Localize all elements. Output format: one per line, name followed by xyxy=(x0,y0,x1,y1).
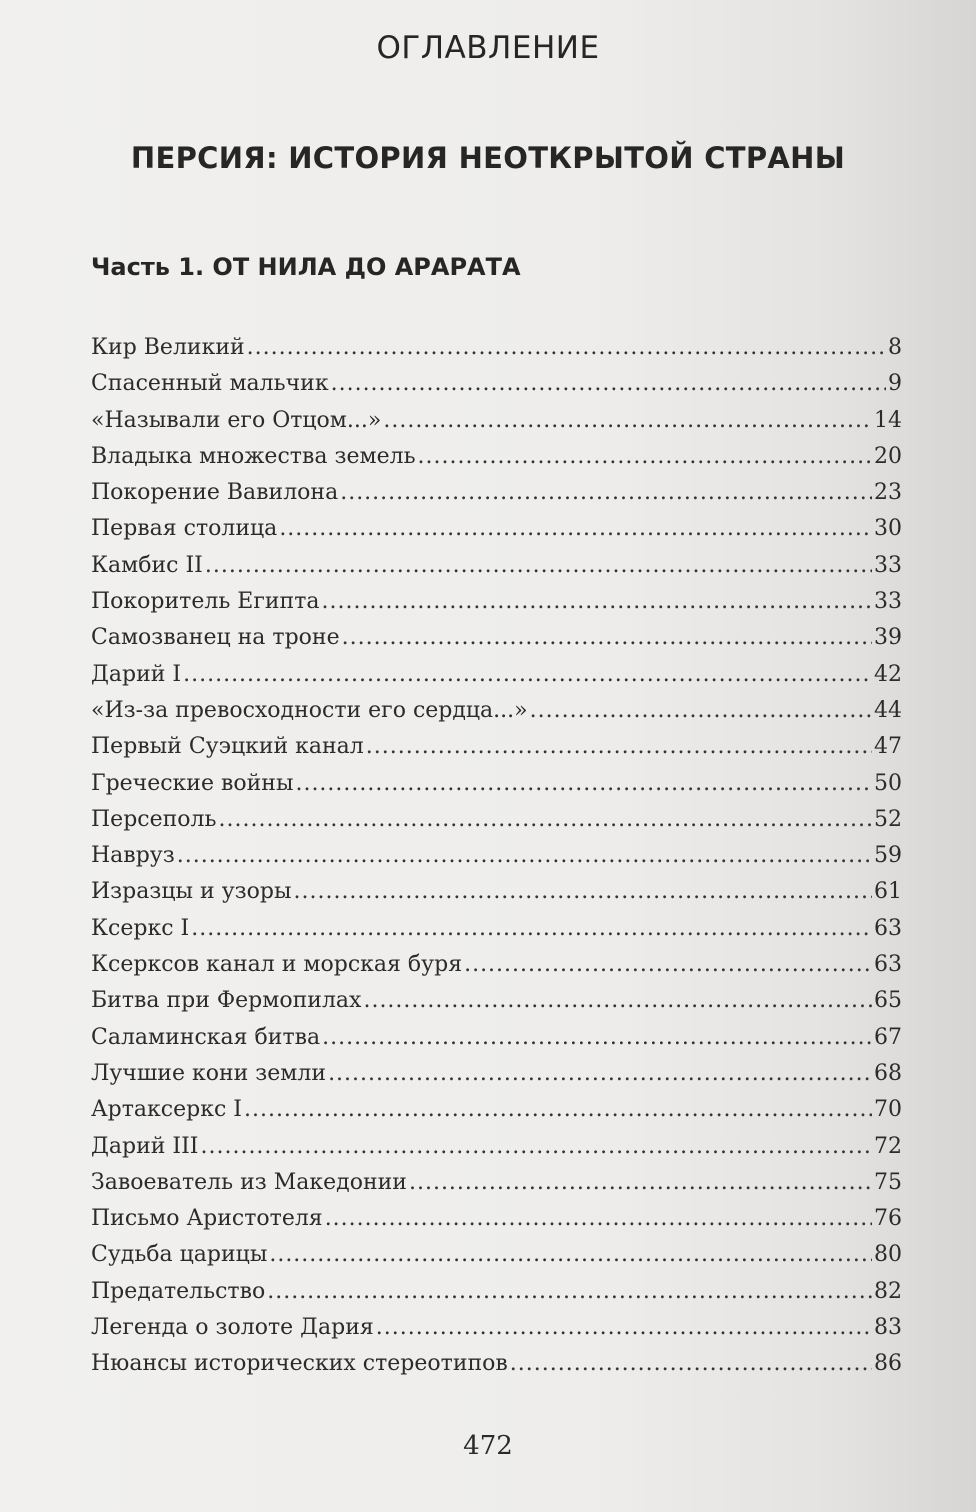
dot-leader xyxy=(295,766,872,802)
toc-entry-page: 33 xyxy=(874,589,902,615)
toc-entry-page: 72 xyxy=(874,1133,902,1159)
toc-entry-page: 82 xyxy=(874,1278,902,1304)
toc-entry-page: 20 xyxy=(874,443,902,469)
toc-entry-page: 70 xyxy=(874,1097,902,1123)
toc-entry xyxy=(91,1020,902,1056)
toc-entry-title: Завоеватель из Македонии xyxy=(91,1169,407,1195)
toc-entry-title: «Называли его Отцом...» xyxy=(91,407,382,433)
toc-entry xyxy=(91,911,902,947)
toc-entry xyxy=(91,1201,902,1237)
toc-entry xyxy=(91,330,902,366)
toc-entry-title: Владыка множества земель xyxy=(91,443,416,469)
dot-leader xyxy=(363,983,872,1019)
toc-entry-page: 67 xyxy=(874,1024,902,1050)
toc-entry-page: 80 xyxy=(874,1242,902,1268)
dot-leader xyxy=(331,366,886,402)
toc-title: ОГЛАВЛЕНИЕ xyxy=(376,30,600,66)
toc-entry-title: Навруз xyxy=(91,843,175,869)
dot-leader xyxy=(418,439,872,475)
dot-leader xyxy=(376,1310,872,1346)
toc-entry-title: Кир Великий xyxy=(91,335,245,360)
toc-entry xyxy=(91,620,902,656)
dot-leader xyxy=(366,729,872,765)
dot-leader xyxy=(219,802,873,838)
toc-entry xyxy=(91,693,902,729)
toc-entry-title: Спасенный мальчик xyxy=(91,371,329,397)
toc-entry-page: 30 xyxy=(874,516,902,542)
toc-entry xyxy=(91,1056,902,1092)
toc-entry-page: 63 xyxy=(874,915,902,941)
toc-entry-title: Самозванец на троне xyxy=(91,625,340,651)
toc-entry-page: 75 xyxy=(874,1169,902,1195)
toc-list xyxy=(91,330,902,1383)
toc-entry-title: Судьба царицы xyxy=(91,1242,268,1268)
dot-leader xyxy=(191,911,872,947)
dot-leader xyxy=(383,403,872,439)
toc-entry-title: Первый Суэцкий канал xyxy=(91,734,364,760)
toc-entry-title: Персеполь xyxy=(91,806,217,832)
dot-leader xyxy=(322,584,872,620)
dot-leader xyxy=(200,1129,872,1165)
toc-entry xyxy=(91,1165,902,1201)
toc-entry xyxy=(91,766,902,802)
book-title: ПЕРСИЯ: ИСТОРИЯ НЕОТКРЫТОЙ СТРАНЫ xyxy=(130,141,846,175)
toc-entry xyxy=(91,511,902,547)
dot-leader xyxy=(267,1274,872,1310)
dot-leader xyxy=(177,838,872,874)
toc-entry-page: 59 xyxy=(874,843,902,869)
toc-entry-title: «Из-за превосходности его сердца...» xyxy=(91,697,528,723)
toc-entry xyxy=(91,548,902,584)
toc-entry xyxy=(91,729,902,765)
dot-leader xyxy=(269,1237,872,1273)
toc-entry-title: Камбис II xyxy=(91,552,203,578)
toc-entry-title: Саламинская битва xyxy=(91,1024,321,1050)
dot-leader xyxy=(530,693,872,729)
toc-entry-page: 52 xyxy=(874,806,902,832)
toc-entry-page: 63 xyxy=(874,952,902,978)
toc-entry-page: 76 xyxy=(874,1206,902,1232)
toc-entry-page: 68 xyxy=(874,1060,902,1086)
toc-entry-title: Битва при Фермопилах xyxy=(91,988,362,1014)
toc-entry-page: 23 xyxy=(874,480,902,506)
toc-entry xyxy=(91,874,902,910)
toc-entry xyxy=(91,657,902,693)
toc-entry-page: 83 xyxy=(874,1315,902,1341)
toc-entry xyxy=(91,366,902,402)
page-number: 472 xyxy=(463,1431,513,1461)
dot-leader xyxy=(247,330,886,366)
toc-entry-title: Предательство xyxy=(91,1278,266,1304)
toc-entry-page: 44 xyxy=(874,697,902,723)
toc-entry xyxy=(91,947,902,983)
toc-entry-page: 42 xyxy=(874,661,902,687)
toc-entry xyxy=(91,403,902,439)
toc-entry xyxy=(91,802,902,838)
toc-entry xyxy=(91,1092,902,1128)
toc-entry xyxy=(91,1274,902,1310)
toc-entry-page: 86 xyxy=(874,1351,902,1377)
dot-leader xyxy=(464,947,872,983)
toc-entry-page: 50 xyxy=(874,770,902,796)
toc-entry-title: Легенда о золоте Дария xyxy=(91,1315,374,1341)
toc-entry xyxy=(91,983,902,1019)
dot-leader xyxy=(409,1165,872,1201)
toc-entry xyxy=(91,1237,902,1273)
dot-leader xyxy=(322,1020,872,1056)
toc-entry-page: 33 xyxy=(874,552,902,578)
toc-entry-title: Ксерксов канал и морская буря xyxy=(91,952,463,978)
toc-entry-page: 47 xyxy=(874,734,902,760)
dot-leader xyxy=(205,548,872,584)
toc-entry xyxy=(91,1310,902,1346)
dot-leader xyxy=(325,1201,872,1237)
toc-entry xyxy=(91,584,902,620)
toc-entry-page: 8 xyxy=(888,335,902,360)
dot-leader xyxy=(293,874,872,910)
toc-entry-title: Покорение Вавилона xyxy=(91,480,339,506)
toc-entry-page: 65 xyxy=(874,988,902,1014)
toc-entry xyxy=(91,475,902,511)
dot-leader xyxy=(510,1346,872,1382)
toc-entry-title: Греческие войны xyxy=(91,770,294,796)
part-heading: Часть 1. ОТ НИЛА ДО АРАРАТА xyxy=(91,253,521,281)
toc-entry-title: Артаксеркс I xyxy=(91,1097,242,1123)
toc-entry-title: Изразцы и узоры xyxy=(91,879,292,905)
toc-entry-title: Ксеркс I xyxy=(91,915,190,941)
dot-leader xyxy=(279,511,872,547)
dot-leader xyxy=(244,1092,872,1128)
toc-entry-title: Дарий III xyxy=(91,1133,199,1159)
toc-entry-title: Письмо Аристотеля xyxy=(91,1206,323,1232)
toc-entry-title: Дарий I xyxy=(91,661,182,687)
toc-entry xyxy=(91,838,902,874)
toc-entry-page: 39 xyxy=(874,625,902,651)
dot-leader xyxy=(328,1056,872,1092)
dot-leader xyxy=(183,657,872,693)
toc-entry-page: 9 xyxy=(888,371,902,397)
toc-entry-title: Нюансы исторических стереотипов xyxy=(91,1351,508,1377)
toc-entry xyxy=(91,1129,902,1165)
toc-entry-title: Лучшие кони земли xyxy=(91,1060,327,1086)
dot-leader xyxy=(342,620,872,656)
toc-entry xyxy=(91,439,902,475)
toc-entry-title: Покоритель Египта xyxy=(91,589,320,615)
toc-entry-page: 14 xyxy=(874,407,902,433)
toc-entry xyxy=(91,1346,902,1382)
dot-leader xyxy=(340,475,872,511)
toc-entry-page: 61 xyxy=(874,879,902,905)
toc-entry-title: Первая столица xyxy=(91,516,278,542)
